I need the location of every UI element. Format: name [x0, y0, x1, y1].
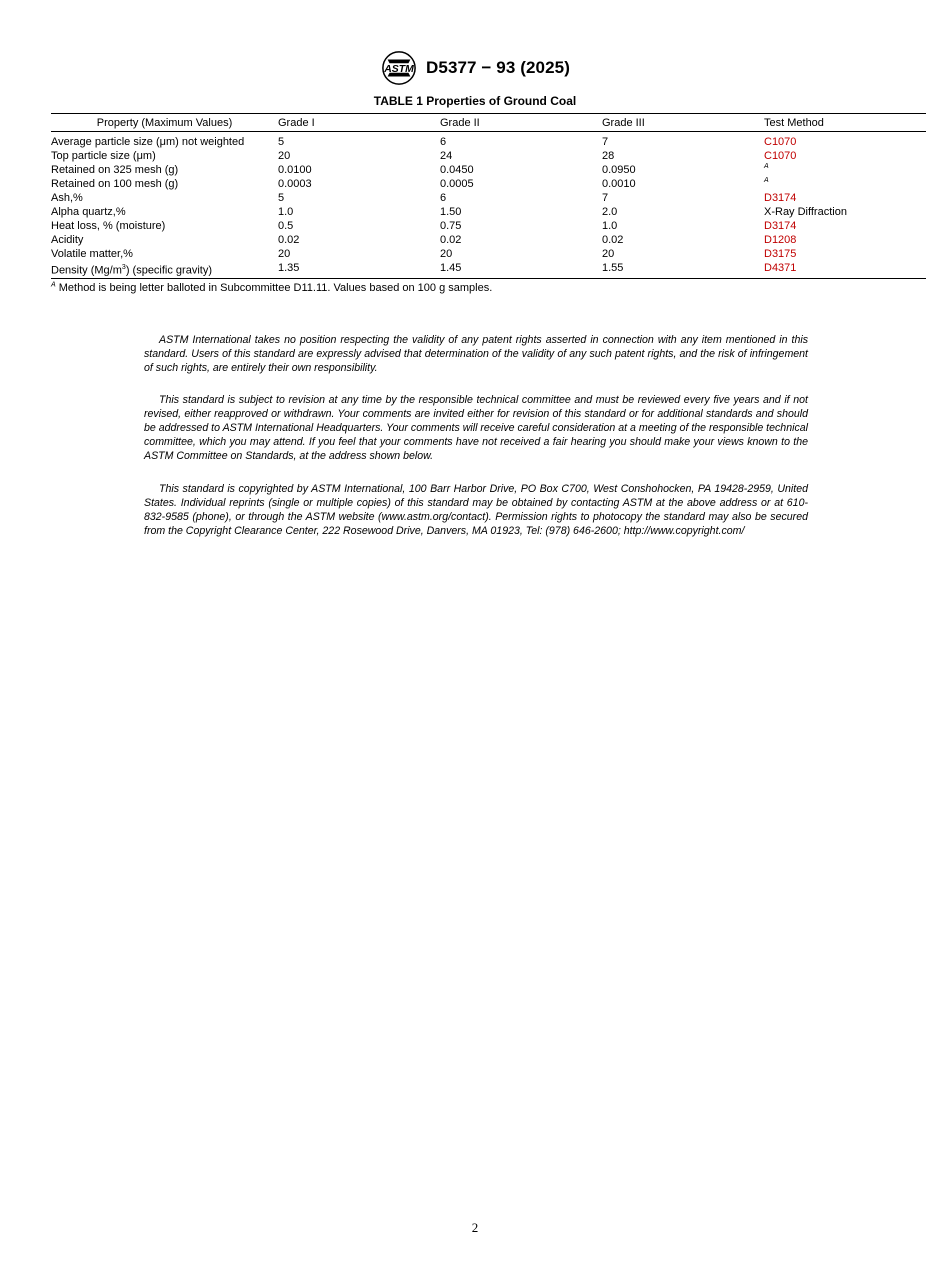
cell-grade-2: 1.45 [440, 261, 602, 278]
cell-grade-1: 5 [278, 136, 285, 148]
cell-grade-2: 0.0450 [440, 164, 474, 176]
table-row [51, 219, 926, 233]
cell-grade-1: 0.0100 [278, 164, 312, 176]
cell-property: Volatile matter,% [51, 248, 133, 260]
column-header-test-method: Test Method [764, 114, 926, 132]
table-header-row [51, 114, 926, 132]
cell-grade-1: 1.35 [278, 261, 440, 278]
cell-grade-3: 2.0 [602, 206, 618, 218]
cell-grade-1: 20 [278, 248, 291, 260]
footnote-text: Method is being letter balloted in Subcommittee D11.11. Values based on 100 g samples. [58, 282, 493, 294]
table-row [51, 163, 926, 177]
page-header [0, 48, 950, 88]
cell-grade-3: 0.02 [602, 234, 624, 246]
svg-text:ASTM: ASTM [384, 63, 414, 75]
cell-grade-1: 20 [278, 150, 291, 162]
cell-grade-1: 0.0003 [278, 178, 312, 190]
table-row [51, 233, 926, 247]
table-row [51, 132, 926, 150]
cell-property: Retained on 100 mesh (g) [51, 178, 179, 190]
test-method-text: X-Ray Diffraction [764, 206, 847, 218]
patent-notice: ASTM International takes no position respecting the validity of any patent rights asserted in connection with any item mentioned in this standard. Users of this standard are expressly advised that determination of the validity of any such patent rights, and the risk of infringement of such rights, are entirely their own responsibility. [144, 334, 808, 374]
table-row [51, 191, 926, 205]
cell-property: Retained on 325 mesh (g) [51, 164, 179, 176]
test-method-footnote-ref: A [764, 177, 769, 184]
test-method-link[interactable]: D3174 [764, 192, 797, 204]
footnote-marker: A [51, 281, 56, 289]
cell-grade-2: 0.75 [440, 220, 462, 232]
table-row [51, 247, 926, 261]
column-header-property: Property (Maximum Values) [51, 114, 278, 132]
cell-property: Average particle size (μm) not weighted [51, 136, 245, 148]
test-method-link[interactable]: D3175 [764, 248, 797, 260]
column-header-grade-2: Grade II [440, 114, 602, 132]
test-method-link[interactable]: C1070 [764, 150, 797, 162]
column-header-grade-1: Grade I [278, 114, 440, 132]
cell-grade-1: 5 [278, 192, 285, 204]
properties-table [51, 113, 926, 279]
cell-grade-3: 20 [602, 248, 615, 260]
cell-grade-3: 1.0 [602, 220, 618, 232]
table-footnote [51, 282, 492, 294]
table-title: TABLE 1 Properties of Ground Coal [373, 94, 577, 108]
cell-property: Acidity [51, 234, 84, 246]
cell-property: Heat loss, % (moisture) [51, 220, 166, 232]
cell-grade-2: 20 [440, 248, 453, 260]
table-row [51, 177, 926, 191]
revision-notice: This standard is subject to revision at any time by the responsible technical committee and must be reviewed every five years and if not revised, either reapproved or withdrawn. Your comments are invited either for revision of this standard or for additional standards and should be addressed to ASTM International Headquarters. Your comments will receive careful consideration at a meeting of the responsible technical committee, which you may attend. If you feel that your comments have not received a fair hearing you should make your views known to the ASTM Committee on Standards, at the address shown below. [144, 394, 808, 462]
cell-grade-2: 0.0005 [440, 178, 474, 190]
standard-designation: D5377 − 93 (2025) [426, 58, 570, 77]
cell-grade-3: 7 [602, 136, 609, 148]
astm-logo-icon [380, 50, 418, 86]
cell-grade-2: 6 [440, 136, 447, 148]
cell-grade-2: 0.02 [440, 234, 462, 246]
cell-property: Top particle size (μm) [51, 150, 156, 162]
cell-grade-3: 0.0010 [602, 178, 636, 190]
cell-grade-2: 1.50 [440, 206, 462, 218]
table-body [51, 132, 926, 279]
test-method-link[interactable]: D4371 [764, 261, 926, 278]
column-header-grade-3: Grade III [602, 114, 764, 132]
cell-grade-1: 1.0 [278, 206, 294, 218]
table-row [51, 261, 926, 278]
cell-grade-3: 28 [602, 150, 615, 162]
cell-grade-1: 0.02 [278, 234, 300, 246]
cell-grade-1: 0.5 [278, 220, 294, 232]
cell-property: Ash,% [51, 192, 83, 204]
test-method-link[interactable]: C1070 [764, 136, 797, 148]
cell-grade-3: 1.55 [602, 261, 764, 278]
cell-grade-3: 7 [602, 192, 609, 204]
test-method-footnote-ref: A [764, 163, 769, 170]
test-method-link[interactable]: D1208 [764, 234, 797, 246]
cell-property: Alpha quartz,% [51, 206, 126, 218]
cell-grade-2: 6 [440, 192, 447, 204]
test-method-link[interactable]: D3174 [764, 220, 797, 232]
cell-grade-2: 24 [440, 150, 453, 162]
copyright-notice: This standard is copyrighted by ASTM International, 100 Barr Harbor Drive, PO Box C700, West Conshohocken, PA 19428-2959, United States. Individual reprints (single or multiple copies) of this standard may be obtained by contacting ASTM at the above address or at 610-832-9585 (phone), or through the ASTM website (www.astm.org/contact). Permission rights to photocopy the standard may also be secured from the Copyright Clearance Center, 222 Rosewood Drive, Danvers, MA 01923, Tel: (978) 646-2600; http://www.copyright.com/ [144, 483, 808, 537]
cell-grade-3: 0.0950 [602, 164, 636, 176]
cell-property: Density $(Mg/m^3)$ (specific gravity) [51, 261, 278, 278]
table-row [51, 205, 926, 219]
table-row [51, 149, 926, 163]
page-number: 2 [471, 1220, 479, 1235]
